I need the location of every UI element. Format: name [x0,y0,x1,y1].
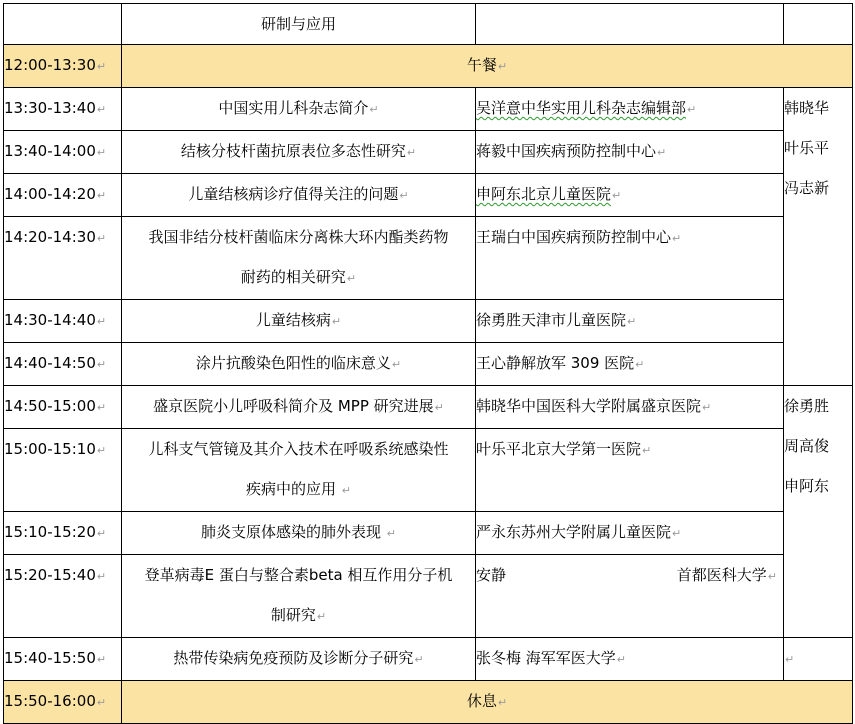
topic-cell [122,88,476,131]
speaker-cell [476,131,784,174]
time-cell [4,429,122,512]
time-text: 13:40-14:00 [4,142,96,160]
speaker-cell [476,386,784,429]
table-row [4,386,853,429]
topic-cell [122,555,476,638]
speaker-name: 安静 [476,566,507,584]
time-text: 15:50-16:00 [4,692,96,710]
paragraph-mark-icon: ↵ [642,444,652,457]
time-text: 14:50-15:00 [4,397,96,415]
speaker-text: 徐勇胜天津市儿童医院 [476,311,627,329]
paragraph-mark-icon: ↵ [96,570,107,583]
topic-text: 盛京医院小儿呼吸科简介及 MPP 研究进展 [153,397,434,415]
speaker-text: 申阿东北京儿童医院 [476,185,612,203]
table-row [4,429,853,512]
paragraph-mark-icon: ↵ [702,401,712,414]
paragraph-mark-icon: ↵ [406,146,417,159]
table-row [4,217,853,300]
topic-text-line1: 我国非结分枝杆菌临床分离株大环内酯类药物 [148,228,449,246]
topic-cell [122,217,476,300]
speaker-cell [476,429,784,512]
speaker-text: 王瑞白中国疾病预防控制中心 [476,228,672,246]
paragraph-mark-icon: ↵ [672,527,682,540]
time-text: 12:00-13:30 [4,56,96,74]
paragraph-mark-icon: ↵ [96,60,107,73]
paragraph-mark-icon: ↵ [96,146,107,159]
topic-cell [122,638,476,681]
paragraph-mark-icon: ↵ [497,696,508,709]
chair-name: 周高俊 [784,437,830,455]
speaker-text: 韩晓华中国医科大学附属盛京医院 [476,397,702,415]
time-text: 14:40-14:50 [4,354,96,372]
time-text: 15:20-15:40 [4,566,96,584]
paragraph-mark-icon: ↵ [657,146,667,159]
lunch-label: 午餐 [466,56,497,74]
table-row [4,555,853,638]
topic-cell [122,4,476,45]
topic-cell [122,429,476,512]
paragraph-mark-icon: ↵ [785,653,795,666]
time-cell [4,45,122,88]
speaker-text: 蒋毅中国疾病预防控制中心 [476,142,657,160]
table-row [4,174,853,217]
time-text: 14:20-14:30 [4,228,96,246]
paragraph-mark-icon: ↵ [96,189,107,202]
topic-text-line2: 制研究 [270,606,316,624]
speaker-cell [476,638,784,681]
time-cell [4,555,122,638]
speaker-org: 首都医科大学 [676,566,767,584]
time-cell [4,131,122,174]
lunch-row [4,45,853,88]
time-text: 15:00-15:10 [4,440,96,458]
table-row [4,4,853,45]
paragraph-mark-icon: ↵ [672,232,682,245]
speaker-cell [476,555,784,638]
topic-cell [122,343,476,386]
topic-text: 结核分枝杆菌抗原表位多态性研究 [180,142,406,160]
speaker-cell [476,174,784,217]
topic-text-line2: 耐药的相关研究 [240,268,346,286]
paragraph-mark-icon: ↵ [341,484,351,497]
paragraph-mark-icon: ↵ [346,272,357,285]
paragraph-mark-icon: ↵ [612,189,622,202]
table-row [4,300,853,343]
paragraph-mark-icon: ↵ [96,653,107,666]
paragraph-mark-icon: ↵ [96,232,107,245]
paragraph-mark-icon: ↵ [767,570,777,583]
time-cell [4,300,122,343]
table-row [4,88,853,131]
paragraph-mark-icon: ↵ [96,315,107,328]
paragraph-mark-icon: ↵ [434,401,444,414]
topic-text-line1: 登革病毒E 蛋白与整合素beta 相互作用分子机 [144,566,453,584]
topic-cell [122,386,476,429]
speaker-cell [476,4,784,45]
paragraph-mark-icon: ↵ [627,315,637,328]
time-cell [4,4,122,45]
paragraph-mark-icon: ↵ [331,315,342,328]
topic-text: 儿童结核病 [255,311,331,329]
topic-cell [122,300,476,343]
paragraph-mark-icon: ↵ [391,358,402,371]
chair-name: 韩晓华 [784,99,830,117]
paragraph-mark-icon: ↵ [96,527,107,540]
chair-cell [784,4,853,45]
paragraph-mark-icon: ↵ [316,610,327,623]
topic-text: 肺炎支原体感染的肺外表现 [200,523,381,541]
time-cell [4,343,122,386]
table-row [4,343,853,386]
chair-cell-group2 [784,386,853,638]
time-cell [4,174,122,217]
chair-name: 徐勇胜 [784,397,830,415]
speaker-cell [476,300,784,343]
topic-cell [122,174,476,217]
speaker-cell [476,217,784,300]
paragraph-mark-icon: ↵ [616,653,626,666]
chair-name: 申阿东 [784,477,830,495]
paragraph-mark-icon: ↵ [414,653,424,666]
paragraph-mark-icon: ↵ [96,401,107,414]
topic-cell [122,512,476,555]
paragraph-mark-icon: ↵ [399,189,409,202]
topic-text: 热带传染病免疫预防及诊断分子研究 [173,649,414,667]
paragraph-mark-icon: ↵ [687,103,697,116]
paragraph-mark-icon: ↵ [96,696,107,709]
topic-text: 研制与应用 [260,15,336,33]
topic-text-line2: 疾病中的应用 [245,480,336,498]
schedule-table [3,3,853,724]
break-row [4,681,853,724]
time-text: 15:10-15:20 [4,523,96,541]
table-row [4,638,853,681]
speaker-cell [476,88,784,131]
paragraph-mark-icon: ↵ [96,358,107,371]
paragraph-mark-icon: ↵ [369,103,379,116]
time-cell [4,88,122,131]
topic-text: 儿童结核病诊疗值得关注的问题 [188,185,399,203]
time-text: 14:30-14:40 [4,311,96,329]
time-cell [4,681,122,724]
topic-text: 中国实用儿科杂志简介 [218,99,369,117]
paragraph-mark-icon: ↵ [386,527,396,540]
speaker-text: 王心静解放军 309 医院 [476,354,635,372]
time-cell [4,512,122,555]
speaker-text: 严永东苏州大学附属儿童医院 [476,523,672,541]
speaker-cell [476,512,784,555]
topic-cell [122,131,476,174]
topic-text: 涂片抗酸染色阳性的临床意义 [195,354,391,372]
speaker-cell [476,343,784,386]
time-cell [4,638,122,681]
paragraph-mark-icon: ↵ [635,358,645,371]
lunch-label-cell [122,45,853,88]
time-text: 13:30-13:40 [4,99,96,117]
time-text: 15:40-15:50 [4,649,96,667]
table-row [4,512,853,555]
paragraph-mark-icon: ↵ [497,60,508,73]
table-row [4,131,853,174]
speaker-text: 吴洋意中华实用儿科杂志编辑部 [476,99,687,117]
speaker-text: 叶乐平北京大学第一医院 [476,440,642,458]
chair-cell [784,638,853,681]
break-label-cell [122,681,853,724]
time-cell [4,217,122,300]
topic-text-line1: 儿科支气管镜及其介入技术在呼吸系统感染性 [148,440,449,458]
speaker-text: 张冬梅 海军军医大学 [476,649,616,667]
chair-cell-group1 [784,88,853,386]
time-cell [4,386,122,429]
paragraph-mark-icon: ↵ [96,444,107,457]
chair-name: 叶乐平 [784,139,830,157]
chair-name: 冯志新 [784,179,830,197]
paragraph-mark-icon: ↵ [96,103,107,116]
time-text: 14:00-14:20 [4,185,96,203]
break-label: 休息 [466,692,497,710]
